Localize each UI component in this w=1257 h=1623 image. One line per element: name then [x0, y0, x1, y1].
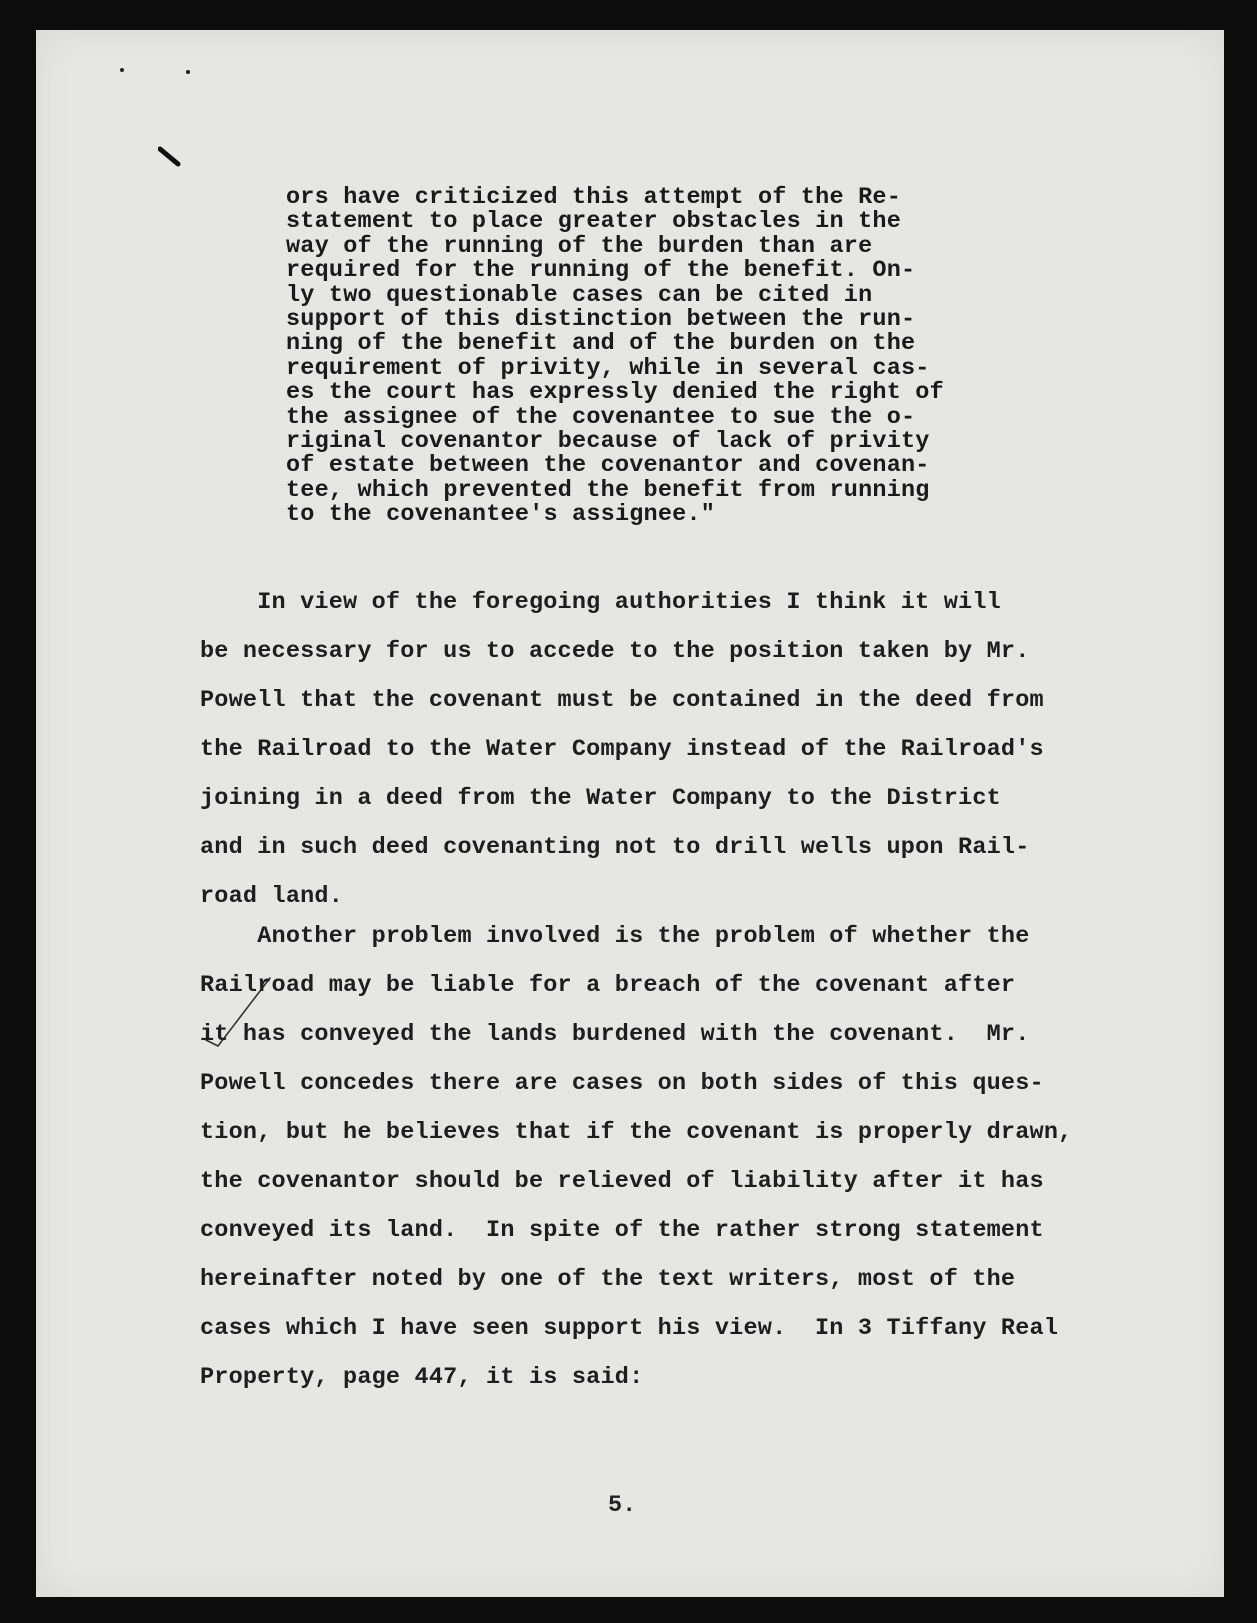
pen-mark	[158, 146, 182, 168]
body-line: be necessary for us to accede to the position taken by Mr.	[200, 638, 1030, 665]
body-line: Another problem involved is the problem of whether the	[200, 923, 1030, 950]
quote-line: the assignee of the covenantee to sue the o-	[286, 403, 916, 431]
quoted-passage	[286, 186, 1006, 528]
quote-line: statement to place greater obstacles in the	[286, 208, 901, 236]
body-line: conveyed its land. In spite of the rather strong statement	[200, 1217, 1044, 1244]
quote-line: support of this distinction between the run-	[286, 306, 916, 334]
body-line: Powell concedes there are cases on both sides of this ques-	[200, 1070, 1044, 1097]
body-line: cases which I have seen support his view. In 3 Tiffany Real	[200, 1315, 1059, 1342]
quote-line: ors have criticized this attempt of the Re-	[286, 184, 901, 211]
body-line: Railroad may be liable for a breach of the covenant after	[200, 972, 1016, 999]
quote-line: requirement of privity, while in several cas-	[286, 354, 930, 382]
body-line: joining in a deed from the Water Company to the District	[200, 785, 1001, 812]
document-page	[36, 30, 1224, 1597]
quote-line: of estate between the covenantor and covenan-	[286, 452, 930, 480]
body-line: the covenantor should be relieved of liability after it has	[200, 1168, 1044, 1195]
body-line: Powell that the covenant must be contained in the deed from	[200, 687, 1044, 714]
body-line: In view of the foregoing authorities I think it will	[200, 589, 1001, 616]
speck-mark	[186, 70, 190, 74]
page-number: 5.	[608, 1492, 637, 1519]
body-line: and in such deed covenanting not to drill wells upon Rail-	[200, 834, 1030, 861]
body-line: hereinafter noted by one of the text writers, most of the	[200, 1266, 1016, 1293]
paragraph-authorities	[200, 578, 1160, 921]
body-line: it has conveyed the lands burdened with the covenant. Mr.	[200, 1021, 1030, 1048]
quote-line: ly two questionable cases can be cited in	[286, 281, 873, 309]
paragraph-liability	[200, 912, 1160, 1402]
quote-line: tee, which prevented the benefit from running	[286, 476, 930, 504]
body-line: Property, page 447, it is said:	[200, 1364, 644, 1391]
body-line: road land.	[200, 883, 344, 910]
quote-line: riginal covenantor because of lack of privity	[286, 428, 930, 456]
quote-line: es the court has expressly denied the right of	[286, 379, 944, 407]
quote-line: required for the running of the benefit. On-	[286, 257, 916, 285]
body-line: tion, but he believes that if the covenant is properly drawn,	[200, 1119, 1073, 1146]
speck-mark	[120, 68, 124, 72]
quote-line: ning of the benefit and of the burden on the	[286, 330, 916, 358]
quote-line: way of the running of the burden than are	[286, 232, 873, 260]
quote-line: to the covenantee's assignee."	[286, 501, 716, 529]
body-line: the Railroad to the Water Company instead of the Railroad's	[200, 736, 1044, 763]
